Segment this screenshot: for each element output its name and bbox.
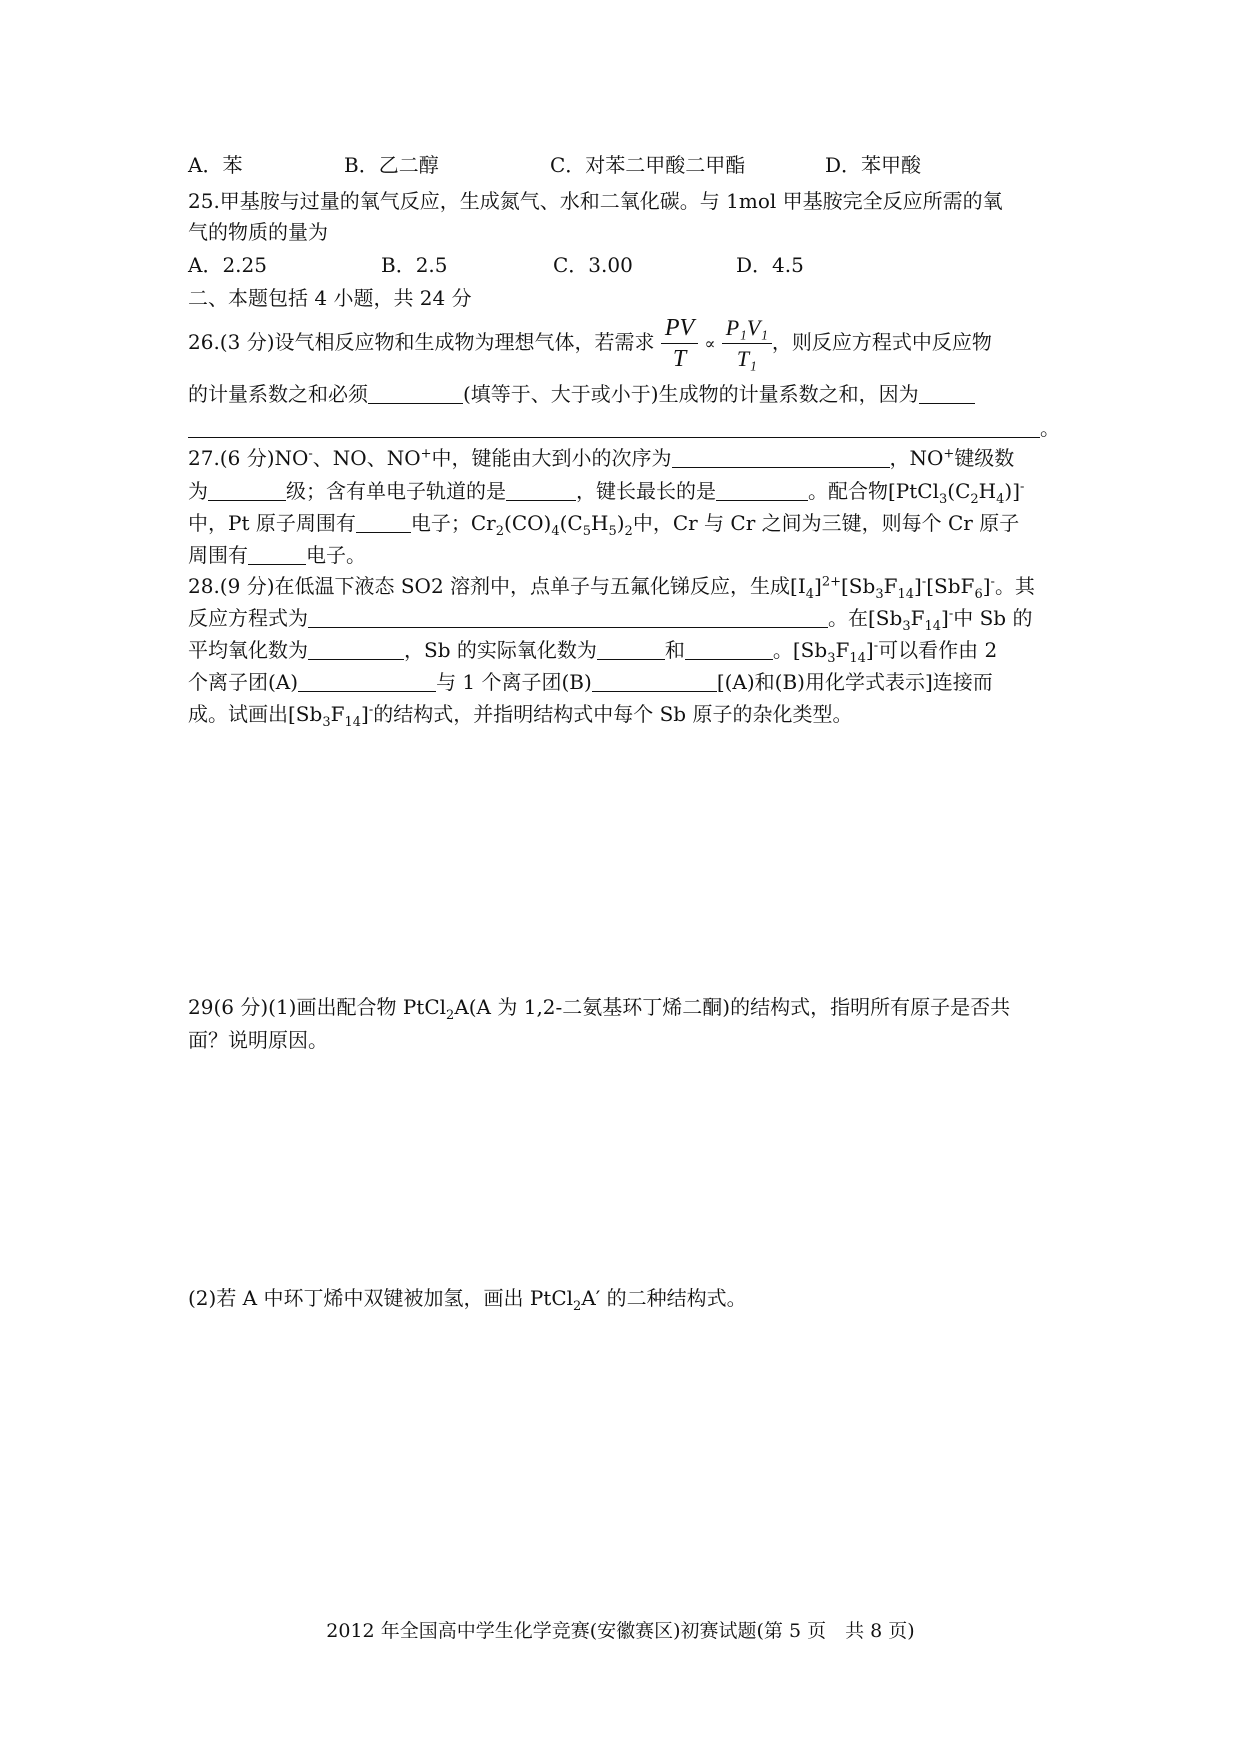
q28-text: F bbox=[330, 702, 345, 726]
subscript: 4 bbox=[805, 587, 815, 602]
q28-text: 。[Sb bbox=[772, 638, 828, 662]
q25-option-c: C．3.00 bbox=[553, 253, 633, 277]
subscript: 3 bbox=[875, 587, 884, 602]
q26-end: 。 bbox=[1040, 416, 1060, 440]
q27-line2 bbox=[188, 477, 1024, 505]
q28-text: ] bbox=[865, 638, 874, 662]
q28-text: F bbox=[835, 638, 850, 662]
q26-text: 的计量系数之和必须 bbox=[188, 382, 368, 406]
q28-text: [Sb bbox=[841, 574, 876, 598]
q27-text: 中，Pt 原子周围有 bbox=[188, 511, 356, 535]
superscript: - bbox=[308, 446, 313, 462]
q28-text: F bbox=[910, 606, 925, 630]
q27-text: H bbox=[978, 479, 997, 503]
q25-option-d: D．4.5 bbox=[736, 253, 804, 277]
subscript: 2 bbox=[446, 1008, 455, 1023]
superscript: + bbox=[943, 446, 955, 462]
subscript: 14 bbox=[344, 715, 362, 730]
q27-line4 bbox=[188, 541, 366, 569]
q29-text: A′ 的二种结构式。 bbox=[581, 1286, 747, 1310]
q28-text: ] bbox=[941, 606, 949, 630]
q26-suffix: ，则反应方程式中反应物 bbox=[771, 330, 992, 354]
q26-line2 bbox=[188, 380, 975, 408]
q28-text: 个离子团(A) bbox=[188, 670, 299, 694]
q28-line3 bbox=[188, 636, 997, 664]
superscript: - bbox=[990, 574, 995, 590]
subscript: 5 bbox=[608, 524, 617, 539]
q26-text: (填等于、大于或小于)生成物的计量系数之和，因为 bbox=[463, 382, 919, 406]
answer-blank[interactable] bbox=[308, 607, 828, 628]
subscript: 2 bbox=[495, 524, 505, 539]
subscript: 3 bbox=[902, 619, 911, 634]
subscript: 3 bbox=[322, 715, 331, 730]
subscript: 4 bbox=[551, 524, 560, 539]
q24-option-a: A．苯 bbox=[188, 153, 243, 177]
q28-text: 。其 bbox=[994, 574, 1035, 598]
fraction-numerator: PV bbox=[661, 313, 698, 344]
q25-option-a: A．2.25 bbox=[188, 253, 267, 277]
fraction-denominator: T bbox=[672, 346, 687, 372]
subscript: 4 bbox=[996, 492, 1005, 507]
q27-text: )] bbox=[1004, 479, 1021, 503]
page-footer: 2012 年全国高中学生化学竞赛(安徽赛区)初赛试题(第 5 页 共 8 页) bbox=[326, 1620, 915, 1642]
q27-text: 键级数 bbox=[954, 446, 1015, 470]
subscript: 5 bbox=[582, 524, 591, 539]
q28-text: 与 1 个离子团(B) bbox=[436, 670, 592, 694]
q27-text: 中，Cr 与 Cr 之间为三键，则每个 Cr 原子 bbox=[632, 511, 1020, 535]
q29-text: 29(6 分)(1)画出配合物 PtCl bbox=[188, 995, 447, 1019]
answer-blank[interactable] bbox=[592, 671, 717, 692]
q27-text: 27.(6 分)NO bbox=[188, 446, 309, 470]
subscript: 14 bbox=[897, 587, 915, 602]
answer-blank[interactable] bbox=[308, 639, 404, 660]
subscript: 2 bbox=[970, 492, 979, 507]
q29-text: (2)若 A 中环丁烯中双键被加氢，画出 PtCl bbox=[188, 1286, 574, 1310]
q28-text: 。在[Sb bbox=[828, 606, 903, 630]
answer-blank[interactable] bbox=[716, 480, 808, 501]
q28-text: 的结构式，并指明结构式中每个 Sb 原子的杂化类型。 bbox=[373, 702, 853, 726]
q29-line1 bbox=[188, 993, 1010, 1021]
q28-text: ] bbox=[982, 574, 991, 598]
superscript: - bbox=[873, 638, 879, 654]
subscript: 14 bbox=[924, 619, 942, 634]
q25-stem-line1: 25.甲基胺与过量的氧气反应，生成氮气、水和二氧化碳。与 1mol 甲基胺完全反应所需的氧 bbox=[188, 189, 1003, 213]
proportional-symbol: ∝ bbox=[704, 334, 716, 353]
q24-option-b: B．乙二醇 bbox=[344, 153, 439, 177]
q27-text: (C bbox=[947, 479, 971, 503]
q27-text: 为 bbox=[188, 479, 208, 503]
q24-options bbox=[188, 151, 921, 179]
q28-text: 28.(9 分)在低温下液态 SO2 溶剂中，点单子与五氟化锑反应，生成[I bbox=[188, 574, 806, 598]
q26-line3 bbox=[188, 414, 1060, 442]
q28-line4 bbox=[188, 668, 993, 696]
superscript: - bbox=[368, 702, 374, 718]
superscript: - bbox=[948, 606, 954, 622]
subscript: 2 bbox=[573, 1299, 582, 1314]
q29-line2: 面？说明原因。 bbox=[188, 1028, 328, 1052]
q27-text: (CO) bbox=[504, 511, 552, 535]
q28-text: F bbox=[883, 574, 898, 598]
q25-option-b: B．2.5 bbox=[381, 253, 448, 277]
q28-text: [(A)和(B)用化学式表示]连接而 bbox=[716, 670, 993, 694]
subscript: 2 bbox=[624, 524, 633, 539]
q28-text: 可以看作由 2 bbox=[878, 638, 998, 662]
fraction-denominator: T₁ bbox=[736, 346, 757, 371]
subscript: 3 bbox=[827, 651, 836, 666]
subscript: 3 bbox=[939, 492, 948, 507]
q25-options bbox=[188, 251, 804, 279]
superscript: - bbox=[1020, 479, 1025, 495]
q27-text: ，键长最长的是 bbox=[576, 479, 716, 503]
answer-blank[interactable] bbox=[685, 639, 773, 660]
answer-blank[interactable] bbox=[506, 480, 576, 501]
q29-text: A(A 为 1,2-二氨基环丁烯二酮)的结构式，指明所有原子是否共 bbox=[454, 995, 1011, 1019]
q27-text: (C bbox=[559, 511, 583, 535]
fraction-numerator: P₁V₁ bbox=[722, 313, 772, 344]
answer-blank[interactable] bbox=[597, 639, 665, 660]
q27-text: 电子；Cr bbox=[410, 511, 496, 535]
superscript: 2+ bbox=[821, 574, 841, 590]
answer-blank[interactable] bbox=[208, 480, 286, 501]
q28-text: ] bbox=[814, 574, 822, 598]
q28-text: ，Sb 的实际氧化数为 bbox=[404, 638, 597, 662]
section-heading: 二、本题包括 4 小题，共 24 分 bbox=[188, 286, 472, 310]
q28-text: ] bbox=[361, 702, 369, 726]
q24-option-d: D．苯甲酸 bbox=[825, 153, 922, 177]
q25-stem-line2: 气的物质的量为 bbox=[188, 220, 328, 244]
q28-text: [SbF bbox=[926, 574, 975, 598]
q27-text: 。配合物[PtCl bbox=[808, 479, 939, 503]
superscript: - bbox=[921, 574, 927, 590]
q26-prefix: 26.(3 分)设气相反应物和生成物为理想气体，若需求 bbox=[188, 330, 655, 354]
q27-text: 级；含有单电子轨道的是 bbox=[286, 479, 506, 503]
q29-part2 bbox=[188, 1284, 747, 1312]
q28-text: 成。试画出[Sb bbox=[188, 702, 323, 726]
q28-line5 bbox=[188, 700, 852, 728]
q27-text: 电子。 bbox=[306, 543, 366, 567]
q28-line1 bbox=[188, 572, 1035, 600]
q27-text: ) bbox=[616, 511, 625, 535]
answer-blank[interactable] bbox=[248, 544, 306, 565]
q24-option-c: C．对苯二甲酸二甲酯 bbox=[550, 153, 746, 177]
q28-text: ] bbox=[914, 574, 922, 598]
q27-text: 中，键能由大到小的次序为 bbox=[431, 446, 672, 470]
answer-blank[interactable] bbox=[368, 383, 463, 404]
q27-line3 bbox=[188, 509, 1019, 537]
q28-text: 反应方程式为 bbox=[188, 606, 308, 630]
answer-blank[interactable] bbox=[298, 671, 436, 692]
q26-fraction-p1v1-t1 bbox=[722, 313, 772, 374]
q28-text: 中 Sb 的 bbox=[953, 606, 1033, 630]
q26-line1 bbox=[188, 312, 992, 374]
superscript: + bbox=[420, 446, 432, 462]
q26-fraction-pv-t bbox=[661, 313, 698, 374]
answer-blank[interactable] bbox=[919, 383, 975, 404]
subscript: 14 bbox=[849, 651, 866, 666]
q28-text: 平均氧化数为 bbox=[188, 638, 308, 662]
q28-text: 和 bbox=[664, 638, 685, 662]
answer-blank[interactable] bbox=[356, 512, 411, 533]
q27-text: ，NO bbox=[889, 446, 944, 470]
q27-text: 、NO、NO bbox=[312, 446, 421, 470]
q27-text: H bbox=[591, 511, 609, 535]
answer-blank[interactable] bbox=[188, 417, 1040, 438]
subscript: 6 bbox=[974, 587, 983, 602]
answer-blank[interactable] bbox=[672, 447, 890, 468]
q27-text: 周围有 bbox=[188, 543, 248, 567]
q28-line2 bbox=[188, 604, 1032, 632]
q27-line1 bbox=[188, 444, 1014, 472]
